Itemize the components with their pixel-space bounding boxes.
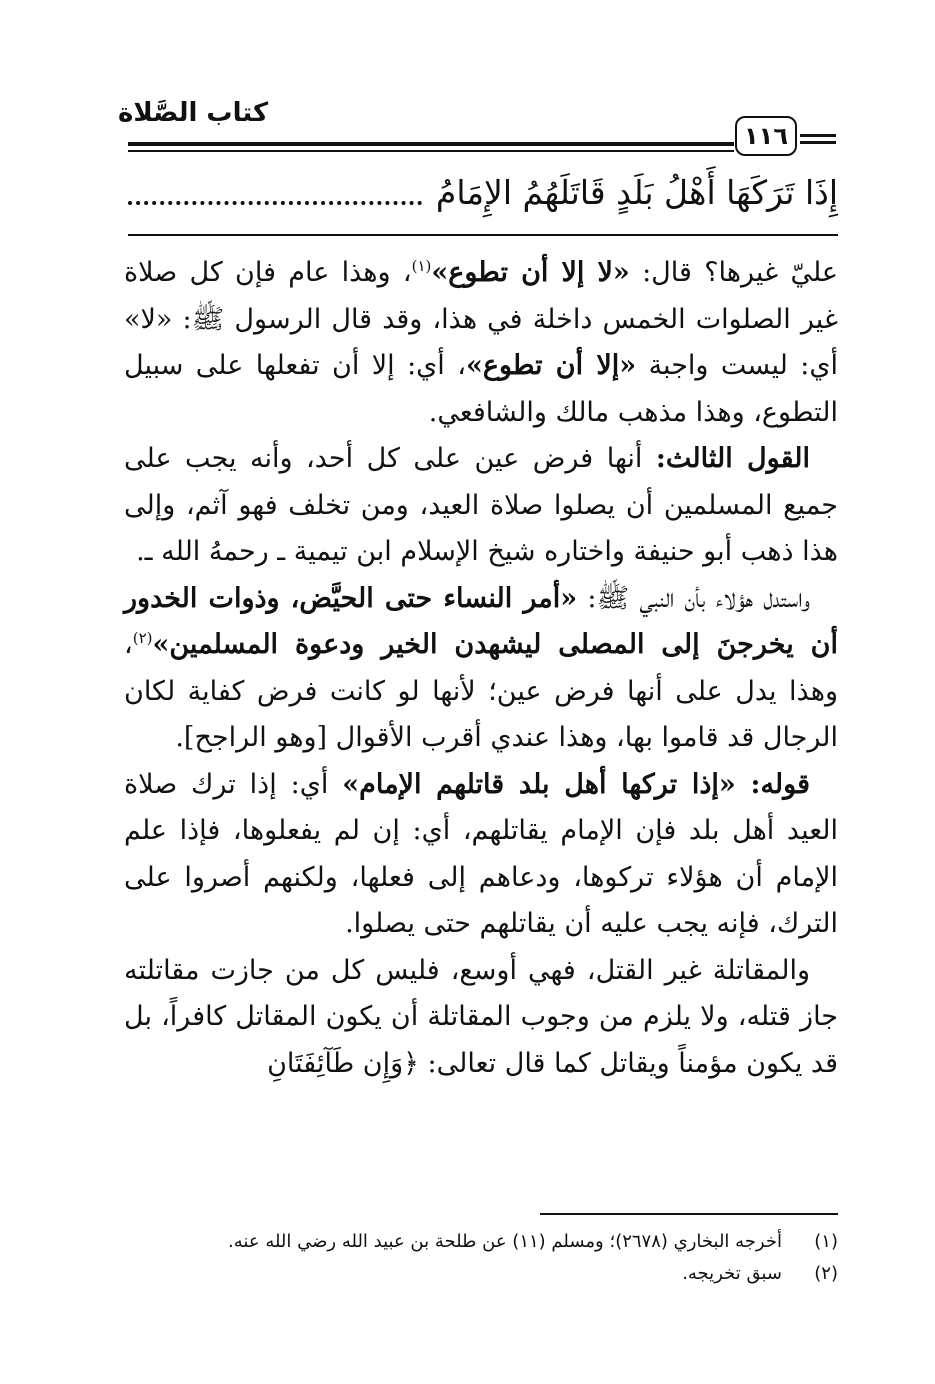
footnote-number: (٢) — [814, 1263, 838, 1284]
header-rule-thin — [128, 150, 734, 152]
p4-text: أي: إذا ترك صلاة العيد أهل بلد فإن الإمام يقاتلهم، أي: إن لم يفعلوها، فإذا علم الإمام أن هؤلاء تركوها، ودعاهم إلى فعلها، ولكنهم أصروا على الترك، فإنه يجب عليه أن يقاتلهم حتى يصلوا. — [124, 768, 838, 939]
matn-text: إِذَا تَرَكَهَا أَهْلُ بَلَدٍ قَاتَلَهُمُ الإِمَامُ — [435, 173, 838, 212]
paragraph-3 — [124, 576, 838, 762]
p1-text-e: ، أي: إلا أن تفعلها على سبيل التطوع، وهذا مذهب مالك والشافعي. — [124, 350, 838, 428]
p3-text-c: ، وهذا يدل على أنها فرض عين؛ لأنها لو كانت فرض كفاية لكان الرجال قد قاموا بها، وهذا عندي أقرب الأقوال [وهو الراجح]. — [124, 629, 838, 753]
footnote-rule — [540, 1213, 838, 1215]
p3-text-a: واستدل هؤلاء بأن النبي ﷺ: — [577, 582, 810, 614]
footnote-text: أخرجه البخاري (٢٦٧٨)؛ ومسلم (١١) عن طلحة بن عبيد الله رضي الله عنه. — [228, 1231, 782, 1252]
book-title: كتاب الصَّلاة — [118, 98, 269, 128]
paragraph-4 — [124, 762, 838, 948]
header-rule-right-lower — [800, 141, 836, 144]
p1-quote-2: «إلا أن تطوع» — [465, 350, 637, 381]
body-text — [124, 250, 838, 1087]
paragraph-2 — [124, 436, 838, 576]
p2-text: أنها فرض عين على كل أحد، وأنه يجب على جميع المسلمين أن يصلوا صلاة العيد، ومن تخلف فهو آثم، وإلى هذا ذهب أبو حنيفة واختاره شيخ الإسلام ابن تيمية ـ رحمهُ الله ـ. — [124, 443, 838, 567]
footnote-text: سبق تخريجه. — [682, 1263, 782, 1284]
p2-label: القول الثالث: — [655, 443, 810, 474]
footnote-1 — [124, 1226, 838, 1258]
paragraph-1 — [124, 250, 838, 436]
page-number: ١١٦ — [735, 116, 797, 156]
matn-heading — [128, 160, 838, 226]
footnote-2 — [124, 1258, 838, 1290]
paragraph-5 — [124, 948, 838, 1088]
p5-text: والمقاتلة غير القتل، فهي أوسع، فليس كل من جازت مقاتلته جاز قتله، ولا يلزم من وجوب المقاتلة أن يكون المقاتل كافراً، بل قد يكون مؤمناً ويقاتل كما قال تعالى: ﴿وَإِن طَآئِفَتَانِ — [124, 954, 838, 1079]
p3-hadith: «أمر النساء حتى الحيَّض، وذوات الخدور أن يخرجنَ إلى المصلى ليشهدن الخير ودعوة المسلمين» — [124, 582, 838, 660]
footnote-ref-1: (١) — [411, 257, 432, 275]
header-rule — [128, 142, 734, 146]
p1-quote-1: «لا إلا أن تطوع» — [431, 257, 630, 288]
footnote-ref-2: (٢) — [132, 629, 153, 647]
p4-label: قوله: «إذا تركها أهل بلد قاتلهم الإمام» — [342, 768, 811, 800]
matn-dot-leader — [128, 201, 422, 205]
matn-rule — [128, 234, 838, 236]
header-rule-right — [800, 134, 836, 137]
footnote-number: (١) — [814, 1231, 838, 1252]
p1-text-c: ، وهذا عام فإن كل صلاة غير الصلوات الخمس داخلة في هذا، وقد قال الرسول ﷺ: «لا» أي: ليست واجبة — [124, 257, 838, 381]
p1-text-a: عليّ غيرها؟ قال: — [629, 257, 838, 288]
footnotes — [124, 1226, 838, 1290]
